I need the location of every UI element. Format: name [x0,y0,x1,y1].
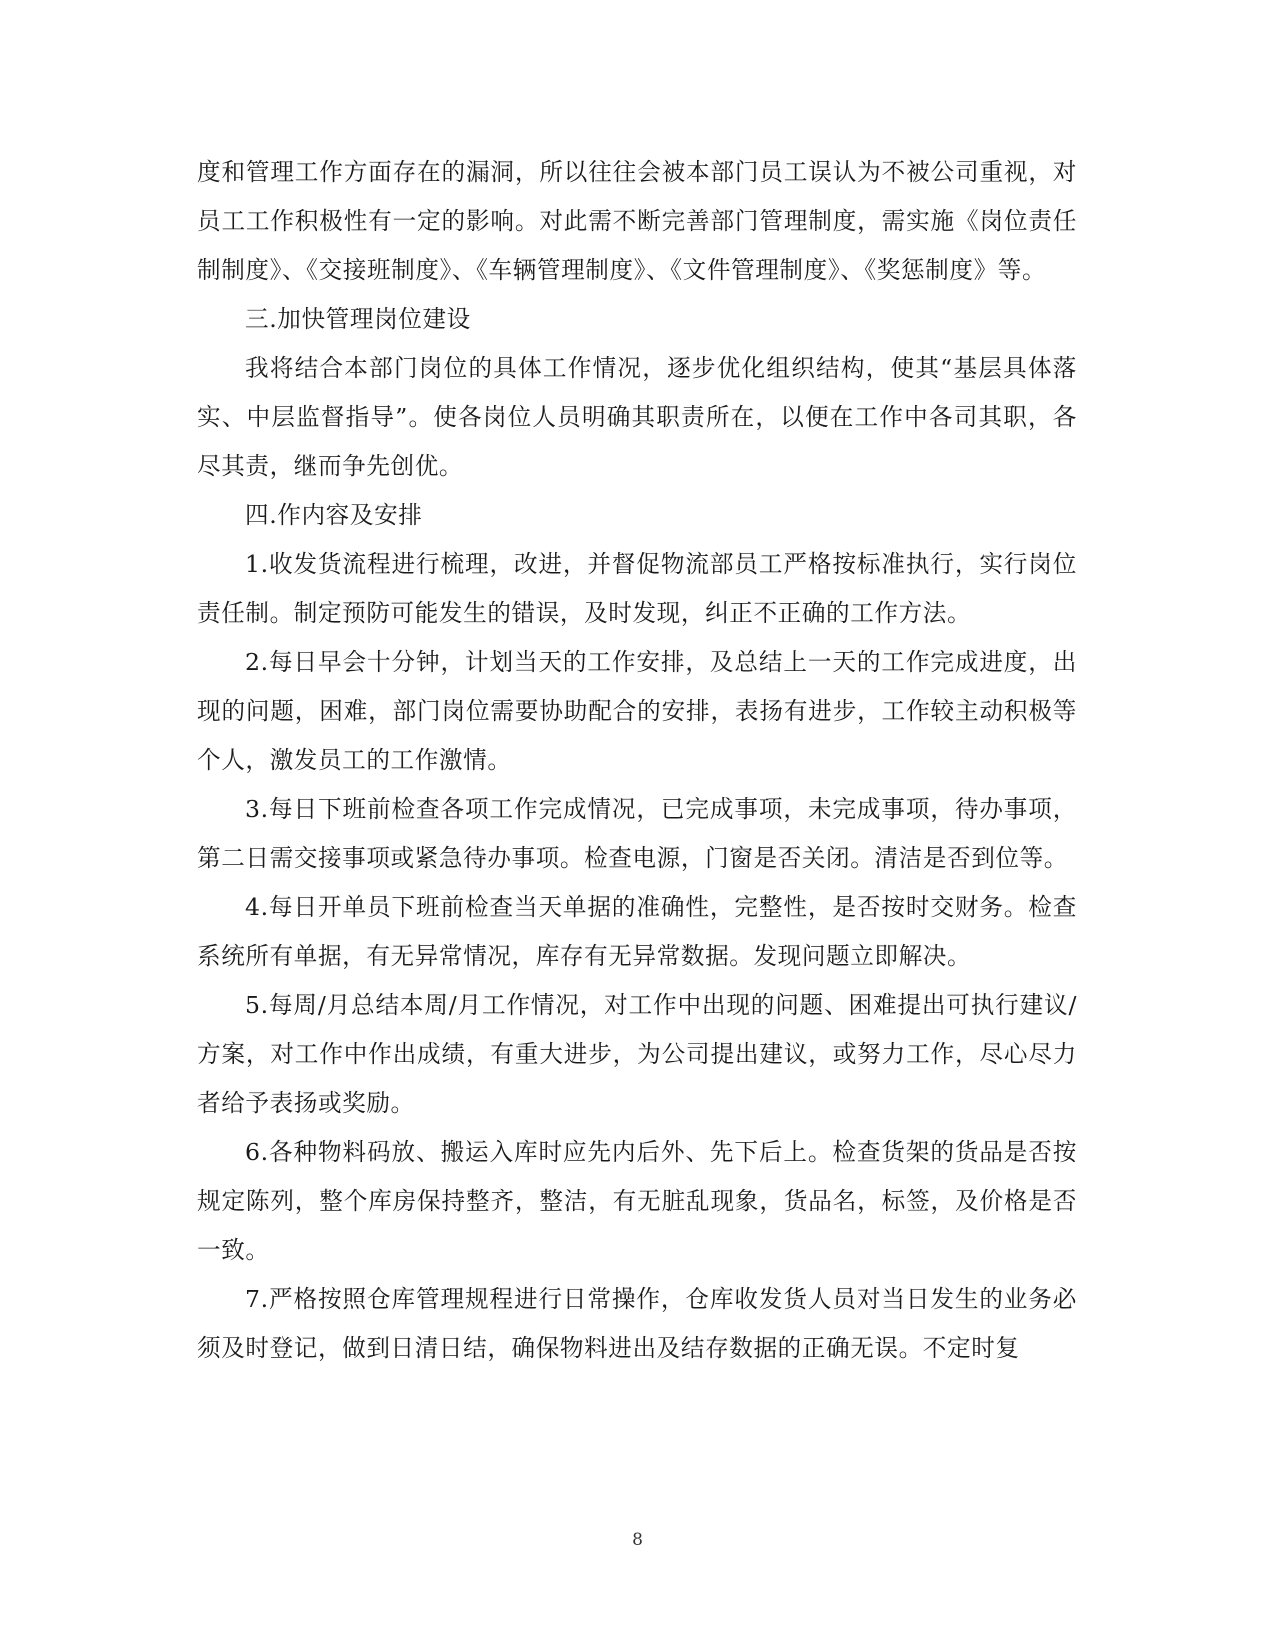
list-item-6: 6.各种物料码放、搬运入库时应先内后外、先下后上。检查货架的货品是否按规定陈列，整个库房保持整齐，整洁，有无脏乱现象，货品名，标签，及价格是否一致。 [197,1138,1077,1264]
page-number: 8 [632,1530,643,1550]
list-item-3: 3.每日下班前检查各项工作完成情况，已完成事项，未完成事项，待办事项，第二日需交接事项或紧急待办事项。检查电源，门窗是否关闭。清洁是否到位等。 [197,795,1077,872]
list-item-2: 2.每日早会十分钟，计划当天的工作安排，及总结上一天的工作完成进度，出现的问题，困难，部门岗位需要协助配合的安排，表扬有进步，工作较主动积极等个人，激发员工的工作激情。 [197,648,1077,774]
list-item-7: 7.严格按照仓库管理规程进行日常操作，仓库收发货人员对当日发生的业务必须及时登记，做到日清日结，确保物料进出及结存数据的正确无误。不定时复 [197,1285,1077,1362]
section-heading-4: 四.作内容及安排 [245,501,423,529]
paragraph-section-3: 我将结合本部门岗位的具体工作情况，逐步优化组织结构，使其“基层具体落实、中层监督指导”。使各岗位人员明确其职责所在，以便在工作中各司其职，各尽其责，继而争先创优。 [197,354,1077,480]
document-body [197,148,1077,1373]
list-item-4: 4.每日开单员下班前检查当天单据的准确性，完整性，是否按时交财务。检查系统所有单据，有无异常情况，库存有无异常数据。发现问题立即解决。 [197,893,1077,970]
paragraph-continuation: 度和管理工作方面存在的漏洞，所以往往会被本部门员工误认为不被公司重视，对员工工作积极性有一定的影响。对此需不断完善部门管理制度，需实施《岗位责任制制度》、《交接班制度》、《车辆管理制度》、《文件管理制度》、《奖惩制度》等。 [197,158,1077,284]
section-heading-3: 三.加快管理岗位建设 [245,305,471,333]
list-item-1: 1.收发货流程进行梳理，改进，并督促物流部员工严格按标准执行，实行岗位责任制。制定预防可能发生的错误，及时发现，纠正不正确的工作方法。 [197,550,1077,627]
list-item-5: 5.每周/月总结本周/月工作情况，对工作中出现的问题、困难提出可执行建议/方案，对工作中作出成绩，有重大进步，为公司提出建议，或努力工作，尽心尽力者给予表扬或奖励。 [197,991,1077,1117]
